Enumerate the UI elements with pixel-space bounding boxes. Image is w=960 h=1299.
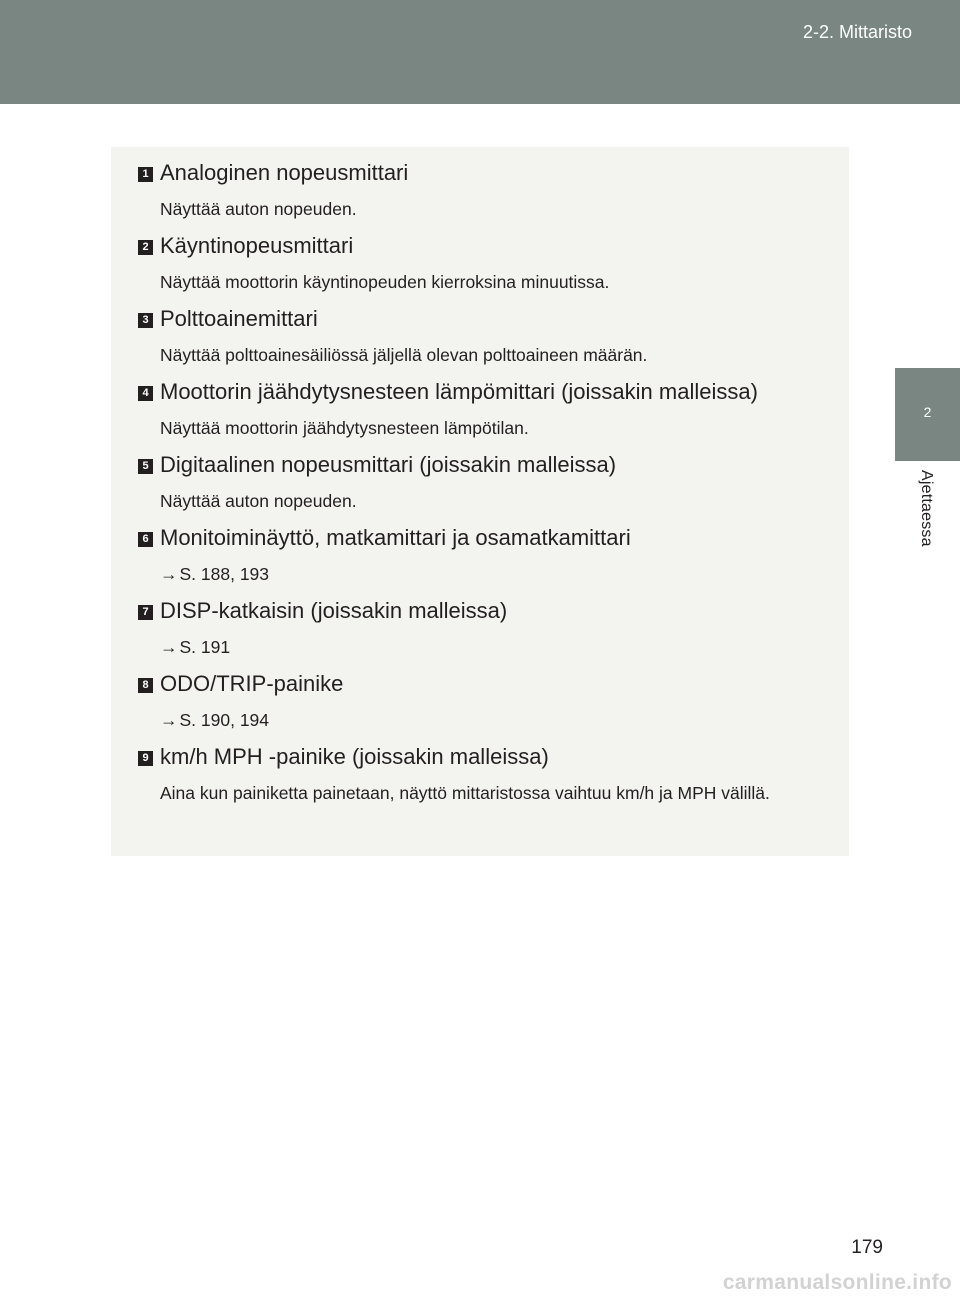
item-description xyxy=(160,635,818,659)
item-number-badge: 8 xyxy=(138,678,153,693)
item-title: Monitoiminäyttö, matkamittari ja osamatkamittari xyxy=(160,525,631,550)
item-description: Näyttää moottorin käyntinopeuden kierroksina minuutissa. xyxy=(160,272,610,292)
item-description xyxy=(160,708,818,732)
item-description: Näyttää polttoainesäiliössä jäljellä olevan polttoaineen määrän. xyxy=(160,345,648,365)
chapter-number: 2 xyxy=(923,404,932,420)
item-number-badge: 7 xyxy=(138,605,153,620)
item-description xyxy=(160,562,818,586)
item-number-badge: 2 xyxy=(138,240,153,255)
item-number-badge: 1 xyxy=(138,167,153,182)
page-number: 179 xyxy=(851,1237,883,1258)
arrow-right-icon: → xyxy=(160,637,178,657)
arrow-right-icon: → xyxy=(160,564,178,584)
item-title: km/h MPH -painike (joissakin malleissa) xyxy=(160,744,549,769)
item-title: ODO/TRIP-painike xyxy=(160,671,344,696)
item-number-badge: 4 xyxy=(138,386,153,401)
page-reference-link[interactable]: S. 191 xyxy=(179,637,231,657)
item-title: Polttoainemittari xyxy=(160,306,318,331)
item-title: Moottorin jäähdytysnesteen lämpömittari (joissakin malleissa) xyxy=(160,379,758,404)
item-title: Käyntinopeusmittari xyxy=(160,233,354,258)
item-title: Digitaalinen nopeusmittari (joissakin malleissa) xyxy=(160,452,617,477)
item-number-badge: 5 xyxy=(138,459,153,474)
item-description: Aina kun painiketta painetaan, näyttö mittaristossa vaihtuu km/h ja MPH välillä. xyxy=(160,783,770,803)
item-number-badge: 9 xyxy=(138,751,153,766)
item-description: Näyttää moottorin jäähdytysnesteen lämpötilan. xyxy=(160,418,529,438)
instrument-list xyxy=(111,147,849,856)
chapter-label: Ajettaessa xyxy=(918,470,935,547)
item-number-badge: 6 xyxy=(138,532,153,547)
item-description: Näyttää auton nopeuden. xyxy=(160,491,357,511)
arrow-right-icon: → xyxy=(160,710,178,730)
item-number-badge: 3 xyxy=(138,313,153,328)
watermark: carmanualsonline.info xyxy=(722,1271,952,1294)
item-title: DISP-katkaisin (joissakin malleissa) xyxy=(160,598,508,623)
item-title: Analoginen nopeusmittari xyxy=(160,160,409,185)
page-reference-link[interactable]: S. 190, 194 xyxy=(179,710,270,730)
page-reference-link[interactable]: S. 188, 193 xyxy=(179,564,270,584)
header-bar xyxy=(0,0,960,104)
chapter-tab xyxy=(895,368,960,461)
section-title: 2-2. Mittaristo xyxy=(802,22,912,42)
item-description: Näyttää auton nopeuden. xyxy=(160,199,357,219)
